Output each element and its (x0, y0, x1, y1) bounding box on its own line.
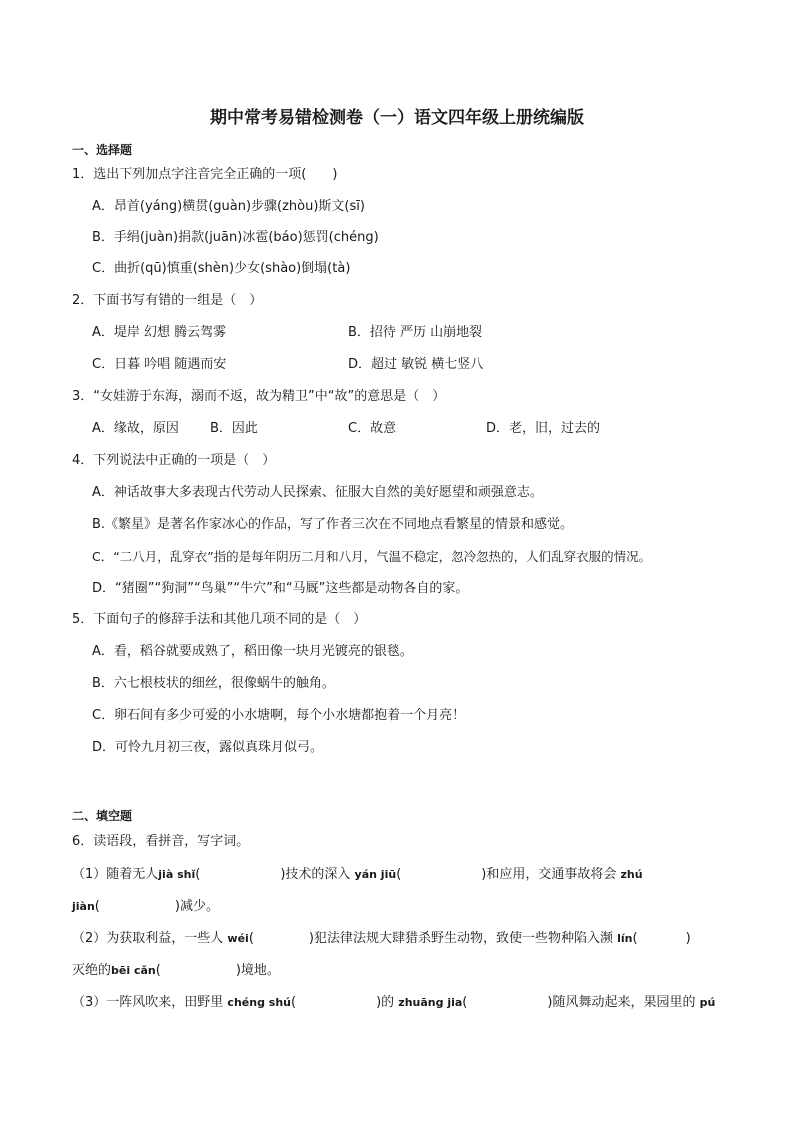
q4-option-c: C．“二八月，乱穿衣”指的是每年阴历二月和八月，气温不稳定，忽冷忽热的，人们乱穿衣服的情况。 (92, 549, 652, 564)
question-6 (72, 833, 249, 851)
text-segment: 技术的深入 (285, 867, 351, 882)
text-segment: （3）一阵风吹来，田野里 (72, 995, 224, 1010)
q5-option-b: B．六七根枝状的细丝，很像蜗牛的触角。 (92, 676, 335, 691)
text-segment: 的 (381, 995, 395, 1010)
pinyin: bēi cǎn (111, 964, 156, 977)
question-number: 2． (72, 293, 94, 308)
pinyin: wéi (227, 932, 249, 945)
q2-option-b: B．招待 严历 山崩地裂 (348, 325, 483, 340)
pinyin: zhú (620, 868, 643, 881)
question-stem: 下面书写有错的一组是（ ） (93, 293, 263, 308)
section-choice-heading: 一、选择题 (72, 143, 133, 157)
question-number: 6． (72, 834, 94, 849)
pinyin: chéng shú (227, 996, 291, 1009)
q1-option-a: A．昂首(yáng)横贯(guàn)步骤(zhòu)斯文(sī) (92, 199, 365, 214)
question-stem: 选出下列加点字注音完全正确的一项( ) (93, 167, 338, 182)
text-segment: 和应用，交通事故将会 (486, 867, 617, 882)
question-stem: 下列说法中正确的一项是（ ） (93, 453, 276, 468)
question-number: 4． (72, 453, 94, 468)
question-2 (72, 292, 262, 310)
q3-option-b: B．因此 (210, 421, 258, 436)
question-stem: 读语段，看拼音，写字词。 (93, 834, 250, 849)
q5-option-c: C．卵石间有多少可爱的小水塘啊，每个小水塘都抱着一个月亮！ (92, 708, 466, 723)
text-segment: 犯法律法规大肆猎杀野生动物，致使一些物种陷入濒 (313, 931, 613, 946)
pinyin: pú (699, 996, 716, 1009)
pinyin: lín (617, 932, 633, 945)
q6-paragraph-1-cont: jiàn( )减少。 (72, 899, 219, 914)
pinyin: jià shǐ (158, 868, 196, 881)
q2-option-c: C．日暮 吟唱 随遇而安 (92, 357, 227, 372)
question-3 (72, 388, 445, 406)
question-stem: 下面句子的修辞手法和其他几项不同的是（ ） (93, 612, 367, 627)
q4-option-b: B.《繁星》是著名作家冰心的作品，写了作者三次在不同地点看繁星的情景和感觉。 (92, 517, 574, 532)
question-number: 3． (72, 389, 94, 404)
q3-option-c: C．故意 (348, 421, 397, 436)
question-4 (72, 452, 275, 470)
page-title: 期中常考易错检测卷（一）语文四年级上册统编版 (210, 108, 584, 128)
pinyin: zhuāng jia (398, 996, 463, 1009)
q1-option-c: C．曲折(qū)慎重(shèn)少女(shào)倒塌(tà) (92, 261, 351, 276)
question-number: 5． (72, 612, 94, 627)
pinyin: yán jiū (354, 868, 397, 881)
text-segment: （1）随着无人 (72, 867, 159, 882)
question-5 (72, 611, 366, 629)
text-segment: 减少。 (179, 899, 219, 914)
q6-paragraph-1: （1）随着无人jià shǐ( )技术的深入 yán jiū( )和应用，交通事故将会 zhú (72, 867, 643, 882)
section-fill-heading: 二、填空题 (72, 809, 133, 823)
text-segment: 随风舞动起来，果园里的 (552, 995, 696, 1010)
q6-paragraph-2-cont: 灭绝的bēi cǎn( )境地。 (72, 963, 280, 978)
q2-option-d: D．超过 敏锐 横七竖八 (348, 357, 484, 372)
q4-option-a: A．神话故事大多表现古代劳动人民探索、征服大自然的美好愿望和顽强意志。 (92, 485, 543, 500)
q6-paragraph-2: （2）为获取利益，一些人 wéi( )犯法律法规大肆猎杀野生动物，致使一些物种陷入濒 lín( ) (72, 931, 691, 946)
text-segment: （2）为获取利益，一些人 (72, 931, 224, 946)
q3-option-a: A．缘故，原因 (92, 421, 179, 436)
q5-option-d: D．可怜九月初三夜，露似真珠月似弓。 (92, 740, 324, 755)
pinyin: jiàn (72, 900, 95, 913)
q3-option-d: D．老，旧，过去的 (486, 421, 601, 436)
q1-option-b: B．手绢(juàn)捐款(juān)冰雹(báo)惩罚(chéng) (92, 230, 379, 245)
question-stem: “女娃游于东海，溺而不返，故为精卫”中“故”的意思是（ ） (93, 389, 446, 404)
question-number: 1． (72, 167, 94, 182)
text-segment: 境地。 (240, 963, 280, 978)
q4-option-d: D．“猪圈”“狗洞”“鸟巢”“牛穴”和“马厩”这些都是动物各自的家。 (92, 581, 469, 596)
text-segment: 灭绝的 (72, 963, 112, 978)
q2-option-a: A．堤岸 幻想 腾云驾雾 (92, 325, 227, 340)
question-1 (72, 166, 337, 184)
q5-option-a: A．看，稻谷就要成熟了，稻田像一块月光镀亮的银毯。 (92, 644, 413, 659)
q6-paragraph-3: （3）一阵风吹来，田野里 chéng shú( )的 zhuāng jia( )随风舞动起来，果园里的 pú (72, 995, 716, 1010)
